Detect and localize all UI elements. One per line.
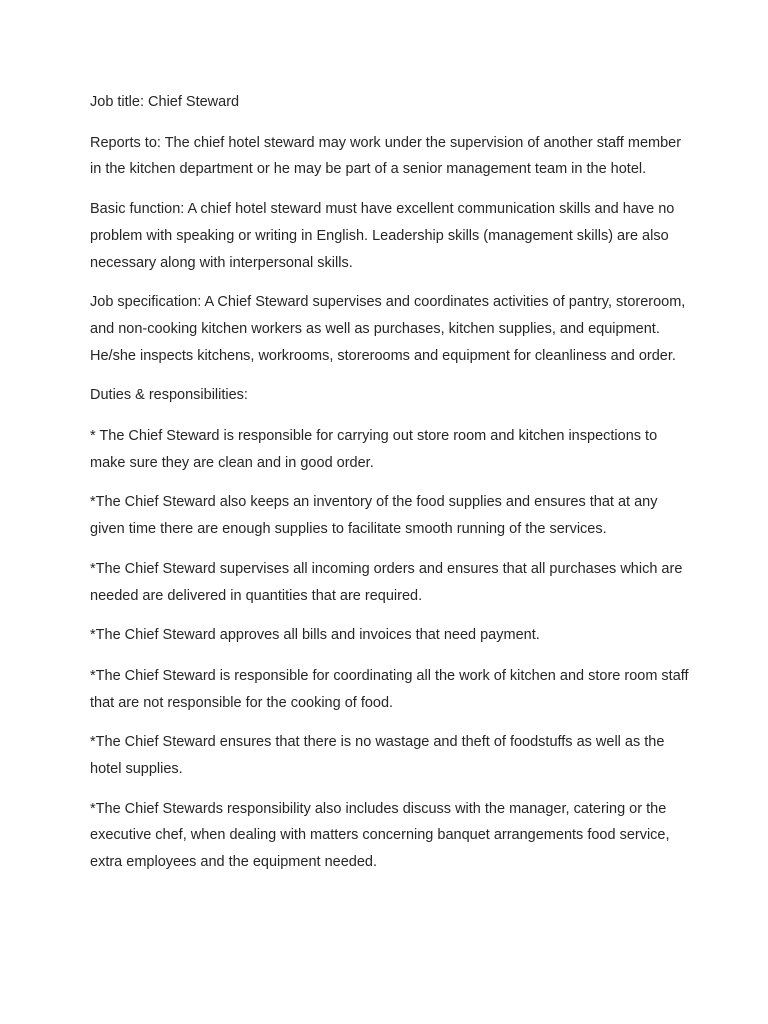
duties-heading: Duties & responsibilities: xyxy=(90,387,248,404)
duty-item: *The Chief Steward is responsible for coordinating all the work of kitchen and store room staff that are not responsible for the cooking of food. xyxy=(90,667,689,711)
job-specification-paragraph: Job specification: A Chief Steward supervises and coordinates activities of pantry, storeroom, and non-cooking kitchen workers as well as purchases, kitchen supplies, and equipment. He/she inspects kitchens, workrooms, storerooms and equipment for cleanliness and order. xyxy=(90,294,686,364)
document-page xyxy=(90,89,690,889)
duty-item: * The Chief Steward is responsible for carrying out store room and kitchen inspections to make sure they are clean and in good order. xyxy=(90,428,658,471)
reports-to-paragraph: Reports to: The chief hotel steward may work under the supervision of another staff member in the kitchen department or he may be part of a senior management team in the hotel. xyxy=(90,134,682,178)
duty-item: *The Chief Steward also keeps an inventory of the food supplies and ensures that at any given time there are enough supplies to facilitate smooth running of the services. xyxy=(90,494,658,538)
job-title: Job title: Chief Steward xyxy=(90,94,240,110)
duty-item: *The Chief Steward approves all bills and invoices that need payment. xyxy=(90,627,540,644)
basic-function-paragraph: Basic function: A chief hotel steward must have excellent communication skills and have no problem with speaking or writing in English. Leadership skills (management skills) are also necessary along with interpersonal skills. xyxy=(90,201,675,271)
duty-item: *The Chief Steward ensures that there is no wastage and theft of foodstuffs as well as the hotel supplies. xyxy=(90,734,665,778)
duty-item: *The Chief Steward supervises all incoming orders and ensures that all purchases which are needed are delivered in quantities that are required. xyxy=(90,560,683,604)
duty-item: *The Chief Stewards responsibility also includes discuss with the manager, catering or the executive chef, when dealing with matters concerning banquet arrangements food service, extra employees and the equipment needed. xyxy=(90,800,670,871)
